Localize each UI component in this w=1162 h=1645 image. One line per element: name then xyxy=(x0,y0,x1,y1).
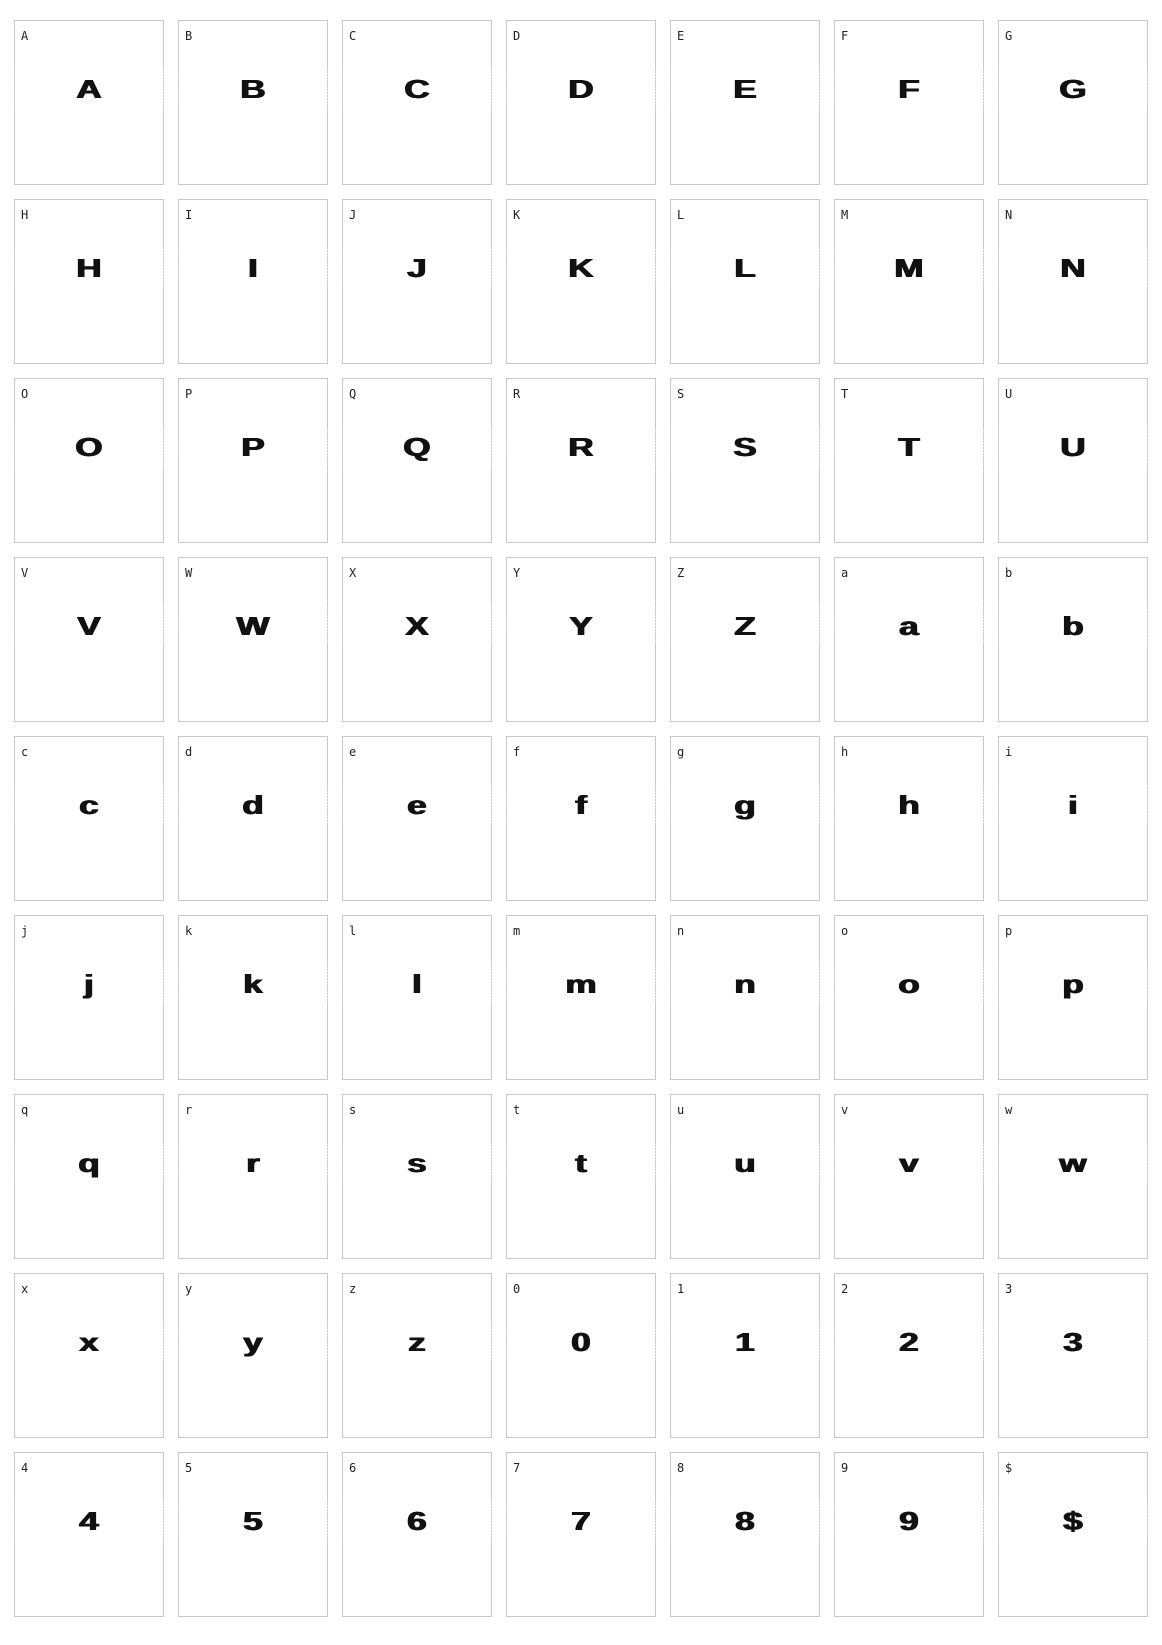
glyph-cell xyxy=(506,736,656,901)
glyph-cell xyxy=(178,557,328,722)
glyph-cell xyxy=(670,915,820,1080)
glyph-cell xyxy=(834,736,984,901)
glyph-cell xyxy=(14,1094,164,1259)
glyph-label: E xyxy=(677,29,685,43)
glyph-cell xyxy=(834,915,984,1080)
glyph-sample: N xyxy=(973,248,1162,288)
glyph-cell xyxy=(178,736,328,901)
glyph-label: 9 xyxy=(841,1461,849,1475)
glyph-label: a xyxy=(841,566,849,580)
glyph-sample: x xyxy=(0,1322,189,1362)
glyph-cell xyxy=(342,915,492,1080)
glyph-label: e xyxy=(349,745,357,759)
glyph-label: $ xyxy=(1005,1461,1013,1475)
glyph-label: g xyxy=(677,745,685,759)
glyph-sample: 5 xyxy=(153,1501,353,1541)
glyph-cell xyxy=(342,1273,492,1438)
glyph-cell xyxy=(342,557,492,722)
glyph-label: W xyxy=(185,566,193,580)
glyph-cell xyxy=(998,736,1148,901)
glyph-label: R xyxy=(513,387,521,401)
glyph-sample: 9 xyxy=(809,1501,1009,1541)
glyph-cell xyxy=(178,1094,328,1259)
glyph-sample: d xyxy=(153,785,353,825)
glyph-label: 8 xyxy=(677,1461,685,1475)
glyph-cell xyxy=(178,915,328,1080)
glyph-label: b xyxy=(1005,566,1013,580)
glyph-sample: D xyxy=(481,69,681,109)
glyph-label: T xyxy=(841,387,849,401)
glyph-sample: W xyxy=(153,606,353,646)
glyph-label: d xyxy=(185,745,193,759)
glyph-label: o xyxy=(841,924,849,938)
glyph-cell xyxy=(834,20,984,185)
glyph-label: Q xyxy=(349,387,357,401)
glyph-sample: 0 xyxy=(481,1322,681,1362)
glyph-sample: 2 xyxy=(809,1322,1009,1362)
glyph-cell xyxy=(178,378,328,543)
glyph-label: F xyxy=(841,29,849,43)
glyph-sample: O xyxy=(0,427,189,467)
glyph-cell xyxy=(14,1273,164,1438)
glyph-sample: w xyxy=(973,1143,1162,1183)
glyph-sample: t xyxy=(481,1143,681,1183)
glyph-cell xyxy=(670,1094,820,1259)
glyph-sample: J xyxy=(317,248,517,288)
glyph-sample: K xyxy=(481,248,681,288)
glyph-label: X xyxy=(349,566,357,580)
glyph-label: 2 xyxy=(841,1282,849,1296)
glyph-label: L xyxy=(677,208,685,222)
glyph-label: Z xyxy=(677,566,685,580)
glyph-label: 3 xyxy=(1005,1282,1013,1296)
glyph-sample: n xyxy=(645,964,845,1004)
glyph-cell xyxy=(670,199,820,364)
glyph-cell xyxy=(670,1273,820,1438)
glyph-label: k xyxy=(185,924,193,938)
glyph-label: M xyxy=(841,208,849,222)
glyph-label: A xyxy=(21,29,29,43)
glyph-cell xyxy=(506,1452,656,1617)
glyph-cell xyxy=(670,378,820,543)
glyph-sample: 1 xyxy=(645,1322,845,1362)
glyph-sample: b xyxy=(973,606,1162,646)
glyph-label: m xyxy=(513,924,521,938)
glyph-label: j xyxy=(21,924,29,938)
glyph-sample: C xyxy=(317,69,517,109)
glyph-grid xyxy=(14,20,1148,1617)
glyph-label: p xyxy=(1005,924,1013,938)
glyph-sample: i xyxy=(973,785,1162,825)
glyph-cell xyxy=(998,20,1148,185)
glyph-label: N xyxy=(1005,208,1013,222)
glyph-cell xyxy=(14,557,164,722)
glyph-cell xyxy=(834,199,984,364)
glyph-sample: e xyxy=(317,785,517,825)
glyph-label: S xyxy=(677,387,685,401)
glyph-cell xyxy=(14,1452,164,1617)
glyph-label: 4 xyxy=(21,1461,29,1475)
glyph-label: V xyxy=(21,566,29,580)
glyph-cell xyxy=(998,199,1148,364)
glyph-sample: o xyxy=(809,964,1009,1004)
glyph-cell xyxy=(178,20,328,185)
glyph-cell xyxy=(342,736,492,901)
glyph-label: P xyxy=(185,387,193,401)
glyph-label: B xyxy=(185,29,193,43)
glyph-cell xyxy=(834,557,984,722)
glyph-sample: B xyxy=(153,69,353,109)
glyph-label: n xyxy=(677,924,685,938)
glyph-sample: f xyxy=(481,785,681,825)
glyph-sample: X xyxy=(317,606,517,646)
glyph-sample: v xyxy=(809,1143,1009,1183)
glyph-label: f xyxy=(513,745,521,759)
glyph-sample: T xyxy=(809,427,1009,467)
glyph-label: D xyxy=(513,29,521,43)
glyph-label: q xyxy=(21,1103,29,1117)
glyph-sample: F xyxy=(809,69,1009,109)
glyph-cell xyxy=(998,1273,1148,1438)
glyph-label: O xyxy=(21,387,29,401)
glyph-label: r xyxy=(185,1103,193,1117)
glyph-label: 1 xyxy=(677,1282,685,1296)
glyph-cell xyxy=(14,378,164,543)
glyph-sample: s xyxy=(317,1143,517,1183)
glyph-cell xyxy=(506,199,656,364)
glyph-sample: q xyxy=(0,1143,189,1183)
glyph-cell xyxy=(506,20,656,185)
glyph-sample: M xyxy=(809,248,1009,288)
glyph-label: x xyxy=(21,1282,29,1296)
glyph-label: v xyxy=(841,1103,849,1117)
glyph-label: h xyxy=(841,745,849,759)
glyph-sample: h xyxy=(809,785,1009,825)
glyph-cell xyxy=(834,1094,984,1259)
glyph-cell xyxy=(506,1273,656,1438)
glyph-label: i xyxy=(1005,745,1013,759)
glyph-label: 0 xyxy=(513,1282,521,1296)
glyph-sample: j xyxy=(0,964,189,1004)
glyph-sample: g xyxy=(645,785,845,825)
glyph-cell xyxy=(342,1094,492,1259)
glyph-sample: 8 xyxy=(645,1501,845,1541)
glyph-sample: H xyxy=(0,248,189,288)
glyph-cell xyxy=(834,378,984,543)
glyph-cell xyxy=(14,736,164,901)
glyph-sample: I xyxy=(153,248,353,288)
glyph-sample: V xyxy=(0,606,189,646)
glyph-sample: Z xyxy=(645,606,845,646)
glyph-label: J xyxy=(349,208,357,222)
glyph-sample: 3 xyxy=(973,1322,1162,1362)
glyph-sample: P xyxy=(153,427,353,467)
glyph-sample: E xyxy=(645,69,845,109)
glyph-cell xyxy=(342,20,492,185)
glyph-cell xyxy=(834,1273,984,1438)
glyph-sample: Y xyxy=(481,606,681,646)
glyph-label: y xyxy=(185,1282,193,1296)
glyph-label: K xyxy=(513,208,521,222)
glyph-cell xyxy=(342,199,492,364)
glyph-sample: m xyxy=(481,964,681,1004)
glyph-label: u xyxy=(677,1103,685,1117)
glyph-cell xyxy=(998,557,1148,722)
glyph-cell xyxy=(14,199,164,364)
glyph-sample: a xyxy=(809,606,1009,646)
glyph-cell xyxy=(998,1094,1148,1259)
glyph-sample: R xyxy=(481,427,681,467)
glyph-sample: G xyxy=(973,69,1162,109)
glyph-sample: A xyxy=(0,69,189,109)
glyph-sample: p xyxy=(973,964,1162,1004)
glyph-cell xyxy=(178,199,328,364)
glyph-sample: S xyxy=(645,427,845,467)
glyph-label: z xyxy=(349,1282,357,1296)
glyph-sample: l xyxy=(317,964,517,1004)
glyph-sample: 6 xyxy=(317,1501,517,1541)
glyph-label: 6 xyxy=(349,1461,357,1475)
glyph-cell xyxy=(342,1452,492,1617)
glyph-cell xyxy=(506,557,656,722)
glyph-cell xyxy=(506,915,656,1080)
glyph-cell xyxy=(670,557,820,722)
glyph-label: 7 xyxy=(513,1461,521,1475)
glyph-sample: z xyxy=(317,1322,517,1362)
glyph-label: H xyxy=(21,208,29,222)
glyph-label: s xyxy=(349,1103,357,1117)
glyph-label: G xyxy=(1005,29,1013,43)
glyph-cell xyxy=(178,1452,328,1617)
glyph-cell xyxy=(998,378,1148,543)
glyph-label: C xyxy=(349,29,357,43)
glyph-cell xyxy=(506,378,656,543)
glyph-cell xyxy=(998,915,1148,1080)
glyph-cell xyxy=(14,20,164,185)
glyph-label: l xyxy=(349,924,357,938)
glyph-sample: 4 xyxy=(0,1501,189,1541)
glyph-sample: u xyxy=(645,1143,845,1183)
glyph-label: c xyxy=(21,745,29,759)
glyph-sample: U xyxy=(973,427,1162,467)
glyph-sample: Q xyxy=(317,427,517,467)
glyph-label: 5 xyxy=(185,1461,193,1475)
glyph-cell xyxy=(670,1452,820,1617)
glyph-label: w xyxy=(1005,1103,1013,1117)
glyph-cell xyxy=(14,915,164,1080)
glyph-label: t xyxy=(513,1103,521,1117)
glyph-cell xyxy=(998,1452,1148,1617)
glyph-cell xyxy=(506,1094,656,1259)
glyph-cell xyxy=(670,20,820,185)
glyph-cell xyxy=(342,378,492,543)
glyph-sample: y xyxy=(153,1322,353,1362)
glyph-cell xyxy=(178,1273,328,1438)
glyph-label: I xyxy=(185,208,193,222)
glyph-label: U xyxy=(1005,387,1013,401)
glyph-sample: $ xyxy=(973,1501,1162,1541)
glyph-sample: k xyxy=(153,964,353,1004)
glyph-cell xyxy=(670,736,820,901)
glyph-cell xyxy=(834,1452,984,1617)
glyph-label: Y xyxy=(513,566,521,580)
glyph-sample: L xyxy=(645,248,845,288)
glyph-sample: r xyxy=(153,1143,353,1183)
glyph-sample: 7 xyxy=(481,1501,681,1541)
glyph-sample: c xyxy=(0,785,189,825)
